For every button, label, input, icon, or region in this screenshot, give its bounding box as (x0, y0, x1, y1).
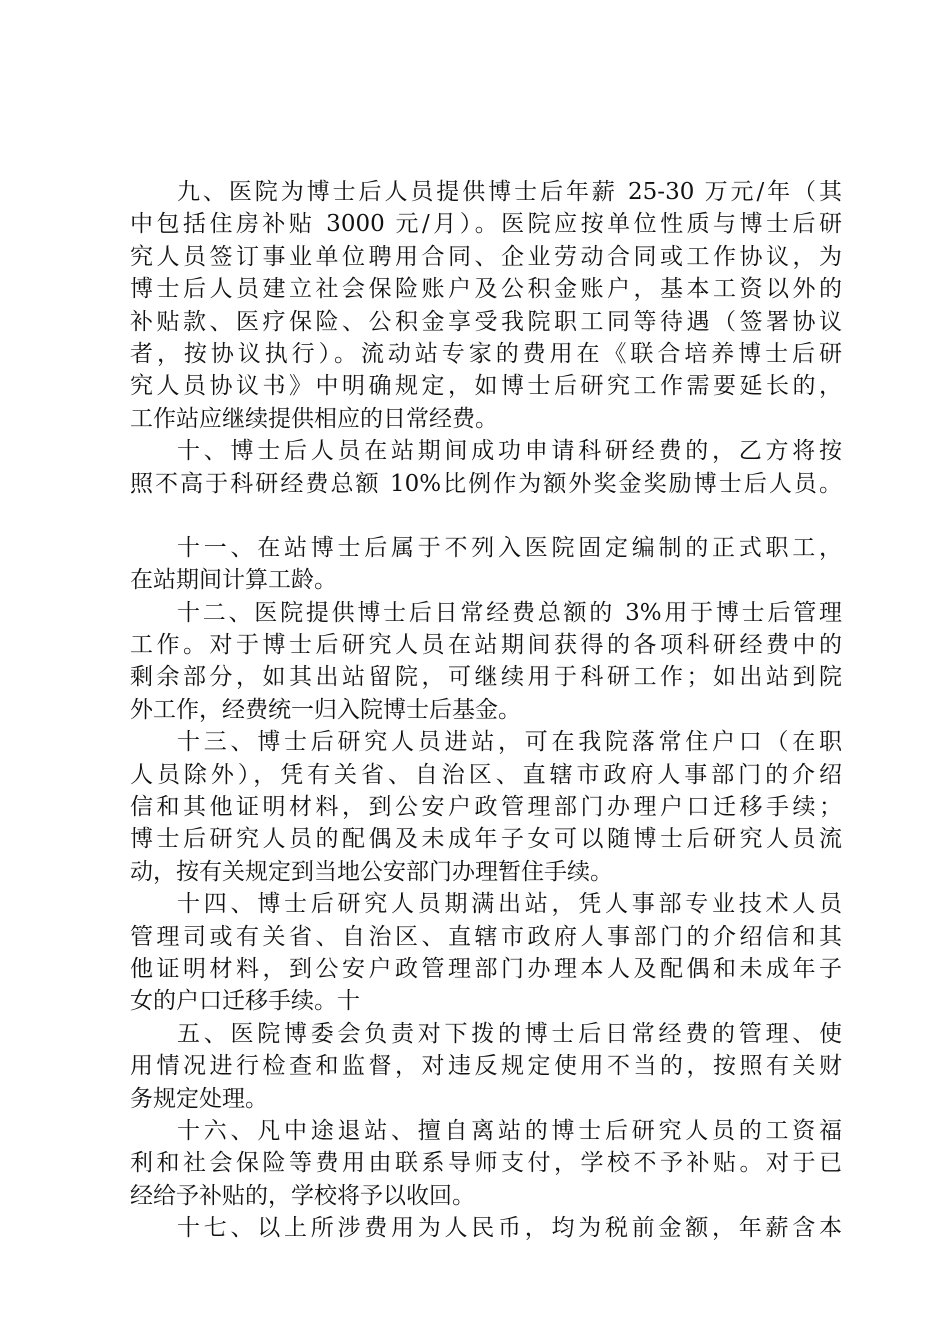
text-line: 女的户口迁移手续。十 (130, 988, 360, 1015)
text-line: 十、博士后人员在站期间成功申请科研经费的，乙方将按 (177, 438, 842, 465)
paragraph-9 (130, 176, 842, 435)
paragraph-14 (130, 888, 842, 1018)
text-line: 工作。对于博士后研究人员在站期间获得的各项科研经费中的 (130, 632, 842, 659)
paragraph-15 (130, 1018, 842, 1115)
text-line: 外工作，经费统一归入院博士后基金。 (130, 696, 521, 723)
text-line: 利和社会保险等费用由联系导师支付，学校不予补贴。对于已 (130, 1150, 842, 1177)
text-line: 博士后人员建立社会保险账户及公积金账户，基本工资以外的 (130, 276, 842, 303)
text-line: 十三、博士后研究人员进站，可在我院落常住户口（在职 (177, 729, 842, 756)
text-line: 经给予补贴的，学校将予以收回。 (130, 1182, 475, 1209)
text-line: 剩余部分，如其出站留院，可继续用于科研工作；如出站到院 (130, 664, 842, 691)
paragraph-16 (130, 1115, 842, 1212)
paragraph-13 (130, 726, 842, 888)
paragraph-12 (130, 597, 842, 727)
text-line: 务规定处理。 (130, 1085, 268, 1112)
text-line: 补贴款、医疗保险、公积金享受我院职工同等待遇（签署协议 (130, 308, 842, 335)
document-body (130, 176, 842, 1245)
text-line: 究人员协议书》中明确规定，如博士后研究工作需要延长的， (130, 373, 842, 400)
text-line: 十二、医院提供博士后日常经费总额的 3%用于博士后管理 (177, 599, 842, 626)
text-line: 他证明材料，到公安户政管理部门办理本人及配偶和未成年子 (130, 955, 842, 982)
text-line: 者，按协议执行）。流动站专家的费用在《联合培养博士后研 (130, 340, 842, 367)
text-line: 信和其他证明材料，到公安户政管理部门办理户口迁移手续； (130, 794, 842, 821)
text-line: 人员除外），凭有关省、自治区、直辖市政府人事部门的介绍 (130, 761, 842, 788)
text-line: 究人员签订事业单位聘用合同、企业劳动合同或工作协议，为 (130, 243, 842, 270)
text-line: 中包括住房补贴 3000 元/月）。医院应按单位性质与博士后研 (130, 211, 842, 238)
text-line: 九、医院为博士后人员提供博士后年薪 25-30 万元/年（其 (177, 179, 842, 205)
text-line: 博士后研究人员的配偶及未成年子女可以随博士后研究人员流 (130, 826, 842, 853)
text-line: 十一、在站博士后属于不列入医院固定编制的正式职工， (177, 534, 842, 561)
text-line: 十四、博士后研究人员期满出站，凭人事部专业技术人员 (177, 891, 842, 918)
paragraph-10 (130, 435, 842, 500)
paragraph-17 (130, 1212, 842, 1244)
text-line: 动，按有关规定到当地公安部门办理暂住手续。 (130, 858, 613, 885)
text-line: 十六、凡中途退站、擅自离站的博士后研究人员的工资福 (177, 1117, 842, 1144)
text-line: 十七、以上所涉费用为人民币，均为税前金额，年薪含本 (177, 1215, 842, 1242)
text-line: 五、医院博委会负责对下拨的博士后日常经费的管理、使 (177, 1020, 842, 1047)
text-line: 用情况进行检查和监督，对违反规定使用不当的，按照有关财 (130, 1053, 842, 1080)
paragraph-11 (130, 532, 842, 597)
text-line: 工作站应继续提供相应的日常经费。 (130, 405, 498, 432)
blank-line (130, 500, 842, 532)
text-line: 照不高于科研经费总额 10%比例作为额外奖金奖励博士后人员。 (130, 470, 842, 497)
text-line: 管理司或有关省、自治区、直辖市政府人事部门的介绍信和其 (130, 923, 842, 950)
text-line: 在站期间计算工龄。 (130, 567, 337, 594)
